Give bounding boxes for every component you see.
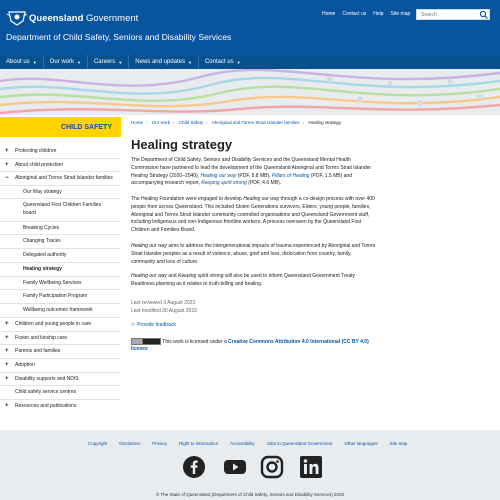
- footer-disclaimer-link[interactable]: Disclaimer: [119, 441, 141, 446]
- sidebar-item-label: Family Participation Program: [23, 293, 88, 299]
- footer-other-languages-link[interactable]: Other languages: [344, 441, 378, 446]
- breadcrumb-atsi-families[interactable]: Aboriginal and Torres Strait Islander families: [211, 120, 300, 125]
- sidebar-item-children-and-young-people-in-care[interactable]: [0, 317, 121, 330]
- breadcrumb-current: Healing strategy: [308, 120, 341, 125]
- chevron-down-icon: ▼: [77, 59, 81, 65]
- facebook-icon[interactable]: [182, 455, 206, 479]
- search-input[interactable]: Search: [416, 9, 490, 20]
- chevron-down-icon: ▼: [236, 59, 241, 65]
- aims-paragraph: Healing our way aims to address the intergenerational impacts of trauma experienced by Aboriginal and Torres Strait Islander peoples as a result of violence, abuse, grief and loss, dislocation from country, family, community and loss of culture.: [131, 243, 376, 265]
- treaty-paragraph: Healing our way and Keeping spirit strong will also be used to inform Queensland Government Treaty Readiness planning as it relates to truth-telling and healing.: [131, 273, 356, 287]
- licence-notice: This work is licensed under a Creative Commons Attribution 4.0 International (CC BY 4.0) licence: [131, 338, 369, 352]
- sidebar-item-label: Protecting children: [15, 148, 57, 154]
- youtube-icon[interactable]: [221, 455, 245, 479]
- last-reviewed: Last reviewed 3 August 2023: [131, 300, 196, 306]
- expand-icon[interactable]: +: [5, 362, 9, 368]
- sidebar-item-protecting-children[interactable]: [0, 145, 121, 158]
- sidebar-item-adoption[interactable]: [0, 358, 121, 371]
- sidebar-item-label: Our Way strategy: [23, 189, 62, 195]
- sidebar-item-aboriginal-and-torres-strait-islander-families[interactable]: [0, 171, 121, 184]
- last-modified: Last modified 30 August 2023: [131, 308, 197, 314]
- breadcrumb: Home › Our work › Child Safety › Aboriginal and Torres Strait Islander families › Healing strategy: [131, 120, 341, 125]
- sidebar-item-label: Resources and publications: [15, 403, 77, 409]
- footer-site-map-link[interactable]: Site map: [389, 441, 408, 446]
- sidebar-item-wellbeing-outcomes-framework[interactable]: [0, 303, 121, 316]
- nav-about-us[interactable]: About us ▼: [0, 55, 44, 69]
- sidebar-item-about-child-protection[interactable]: [0, 158, 121, 171]
- nav-careers[interactable]: Careers ▼: [88, 55, 129, 69]
- expand-icon[interactable]: +: [5, 376, 9, 382]
- page-title: Healing strategy: [131, 137, 233, 152]
- social-links: [182, 455, 323, 479]
- chevron-down-icon: ▼: [118, 59, 123, 65]
- breadcrumb-home[interactable]: Home: [131, 120, 144, 125]
- expand-icon[interactable]: +: [5, 335, 9, 341]
- sidebar-item-healing-strategy[interactable]: [0, 262, 121, 275]
- breadcrumb-our-work[interactable]: Our work: [151, 120, 171, 125]
- site-map-link[interactable]: Site map: [390, 11, 411, 17]
- keeping-spirit-strong-link[interactable]: Keeping spirit strong: [201, 180, 247, 187]
- intro-paragraph: The Department of Child Safety, Seniors and Disability Services and the Queensland Mental Health Commission have partnered to lead the development of the Queensland Aboriginal and Torres Strait Islander Healing Strategy (2020–2040), Healing our way (PDF, 5.8 MB), Pillars of Healing (PDF, 1.5 MB) and accompanying research report, Keeping spirit strong (PDF, 4.6 MB).: [131, 157, 372, 187]
- sidebar-item-label: Family Wellbeing Services: [23, 280, 82, 286]
- home-link[interactable]: Home: [322, 11, 336, 17]
- sidebar-item-label: Queensland First Children Families: [23, 202, 102, 208]
- expand-icon[interactable]: +: [5, 403, 9, 409]
- expand-icon[interactable]: +: [5, 348, 9, 354]
- contact-us-link[interactable]: Contact us: [342, 11, 367, 17]
- nav-contact-us[interactable]: Contact us ▼: [204, 59, 241, 65]
- sidebar-item-label: Delegated authority: [23, 252, 67, 258]
- sidebar-item-label: About child protection: [15, 162, 64, 168]
- department-title[interactable]: Department of Child Safety, Seniors and Disability Services: [6, 32, 232, 42]
- sidebar-item-label: Disability supports and NDIS: [15, 376, 79, 382]
- sidebar-item-disability-supports-and-ndis[interactable]: [0, 372, 121, 385]
- decorative-banner: [0, 69, 500, 115]
- footer-privacy-link[interactable]: Privacy: [152, 441, 168, 446]
- footer-jobs-link[interactable]: Jobs in Queensland Government: [266, 441, 333, 446]
- cc-by-badge-icon[interactable]: [131, 338, 161, 345]
- sidebar-item-label: Adoption: [15, 362, 35, 368]
- linkedin-icon[interactable]: [299, 455, 323, 479]
- cc-licence-link[interactable]: Creative Commons Attribution 4.0 International (CC BY 4.0) licence: [131, 338, 369, 352]
- footer-accessibility-link[interactable]: Accessibility: [230, 441, 255, 446]
- sidebar-item-breaking-cycles[interactable]: [0, 221, 121, 234]
- footer-copyright-link[interactable]: Copyright: [88, 441, 108, 446]
- sidebar-item-child-safety-service-centres[interactable]: [0, 385, 121, 398]
- queensland-crest-icon[interactable]: [6, 10, 28, 26]
- sidebar-item-changing-tracks[interactable]: [0, 234, 121, 247]
- copyright-notice: © The State of Queensland (Department of Child Safety, Seniors and Disability Services) 2023: [156, 492, 344, 497]
- sidebar-item-label: Child safety service centres: [15, 389, 77, 395]
- healing-foundation-paragraph: The Healing Foundation were engaged to develop Healing our way through a co-design process with over 400 people from across Queensland. This included Stolen Generations survivors, Elders, young people, families, Aboriginal and Torres Strait Islander community controlled organisations and Queensland Government staff, including Indigenous and non-Indigenous frontline workers. A process overseen by the Queensland First Children and Families Board.: [131, 196, 375, 234]
- sidebar-item-label: Foster and kinship care: [15, 335, 67, 341]
- chevron-down-icon: ▼: [32, 59, 37, 65]
- expand-icon[interactable]: +: [5, 148, 9, 154]
- help-link[interactable]: Help: [373, 11, 384, 17]
- sidebar-item-label: Children and young people in care: [15, 321, 92, 327]
- nav-news-and-updates[interactable]: News and updates ▼: [129, 55, 199, 69]
- expand-icon[interactable]: +: [5, 321, 9, 327]
- collapse-icon[interactable]: −: [5, 175, 9, 181]
- main-navigation: [0, 55, 500, 69]
- sidebar-item-resources-and-publications[interactable]: [0, 399, 121, 412]
- sidebar-item-our-way-strategy[interactable]: [0, 185, 121, 198]
- expand-icon[interactable]: +: [5, 162, 9, 168]
- site-header: [0, 0, 500, 55]
- sidebar-item-family-wellbeing-services[interactable]: [0, 276, 121, 289]
- sidebar-item-label: Aboriginal and Torres Strait Islander families: [15, 175, 113, 181]
- footer-links: [88, 441, 407, 446]
- search-icon[interactable]: [478, 9, 490, 20]
- sidebar-item-queensland-first-children-families[interactable]: [0, 198, 121, 207]
- footer-rti-link[interactable]: Right to information: [179, 441, 219, 446]
- healing-our-way-link[interactable]: Healing our way: [200, 172, 237, 179]
- sidebar-item-foster-and-kinship-care[interactable]: [0, 331, 121, 344]
- utility-links: [322, 11, 410, 17]
- sidebar-item-label: Wellbeing outcomes framework: [23, 307, 93, 313]
- sidebar-item-parents-and-families[interactable]: [0, 344, 121, 357]
- sidebar-item-family-participation-program[interactable]: [0, 289, 121, 302]
- brand-name[interactable]: Queensland Government: [29, 13, 139, 24]
- banner-artwork: [0, 69, 500, 115]
- sidebar-item-board[interactable]: [0, 207, 121, 220]
- sidebar-item-label: board: [23, 210, 36, 216]
- chevron-down-icon: ▼: [187, 59, 192, 65]
- instagram-icon[interactable]: [260, 455, 284, 479]
- sidebar-item-label: Healing strategy: [23, 266, 62, 272]
- breadcrumb-child-safety[interactable]: Child Safety: [178, 120, 204, 125]
- provide-feedback-button[interactable]: ✉ Provide feedback: [131, 322, 176, 328]
- sidebar-item-label: Breaking Cycles: [23, 225, 60, 231]
- pillars-of-healing-link[interactable]: Pillars of Healing: [271, 172, 310, 179]
- sidebar-item-label: Changing Tracks: [23, 238, 61, 244]
- feedback-icon: ✉: [131, 322, 136, 328]
- sidebar-title[interactable]: CHILD SAFETY: [0, 117, 121, 137]
- sidebar: [0, 117, 121, 137]
- sidebar-item-label: Parents and families: [15, 348, 61, 354]
- nav-our-work[interactable]: Our work ▼: [44, 55, 88, 69]
- sidebar-item-delegated-authority[interactable]: [0, 248, 121, 261]
